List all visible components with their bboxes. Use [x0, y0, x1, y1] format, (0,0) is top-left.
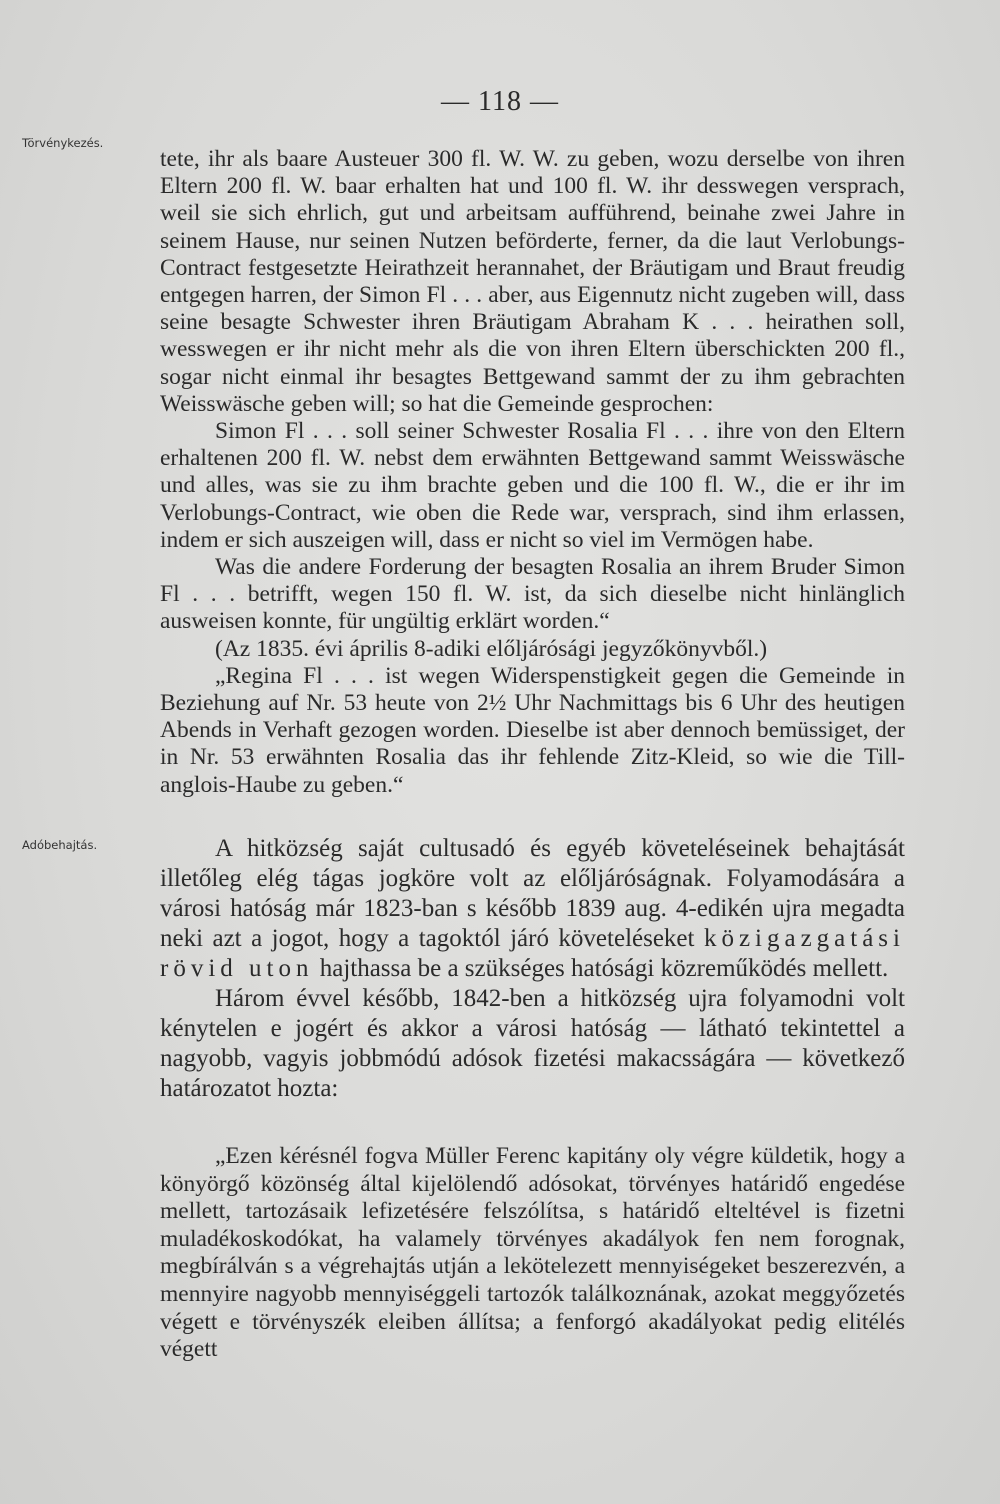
- text-block-german: [160, 146, 905, 799]
- page-number: — 118 —: [441, 86, 559, 117]
- paragraph-hitkozseg-start: A hitközség saját cultusadó és egyéb követeléseinek behajtását illetőleg elég tágas jogköre volt az előljáróságnak. Folyamodására a városi hatóság már 1823-ban s később 1839 aug. 4-edikén ujra megadta neki azt a jogot, hogy a tagoktól járó követeléseket: [160, 835, 905, 952]
- emphasized-phrase: közigazgatási rövid uton: [160, 925, 905, 982]
- paragraph-austeuer: tete, ihr als baare Austeuer 300 fl. W. W. zu geben, wozu derselbe von ihren Eltern 200 fl. W. baar erhalten hat und 100 fl. W. ihr desswegen versprach, weil sie sich ehrlich, gut und arbeitsam aufführend, beinahe zwei Jahre in seinem Hause, nur seinen Nutzen beförderte, ferner, da die laut Verlobungs-Contract festgesetzte Heirathzeit herannahet, der Bräutigam und Braut freudig entgegen harren, der Simon Fl . . . aber, aus Eigennutz nicht zugeben will, dass seine besagte Schwester ihren Bräutigam Abraham K . . . heirathen soll, wesswegen er ihr nicht mehr als die von ihren Eltern überschickten 200 fl., sogar nicht einmal ihr besagtes Bettgewand sammt der zu ihm gebrachten Weisswäsche geben will; so hat die Gemeinde gesprochen:: [160, 146, 905, 417]
- paragraph-forderung: Was die andere Forderung der besagten Rosalia an ihrem Bruder Simon Fl . . . betrifft, wegen 150 fl. W. ist, da sich dieselbe nicht hinlänglich ausweisen konnte, für ungültig erklärt worden.“: [160, 554, 905, 635]
- paragraph-regina: „Regina Fl . . . ist wegen Widerspenstigkeit gegen die Gemeinde in Beziehung auf Nr. 53 heute von 2½ Uhr Nachmittags bis 6 Uhr des heutigen Abends in Verhaft gezogen worden. Dieselbe ist aber dennoch bemüssiget, der in Nr. 53 erwähnten Rosalia das ihr fehlende Zitz-Kleid, so wie die Till-anglois-Haube zu geben.“: [160, 662, 905, 798]
- paragraph-source-1835: (Az 1835. évi április 8-adiki előljárósági jegyzőkönyvből.): [215, 635, 768, 662]
- paragraph-simon-decision: Simon Fl . . . soll seiner Schwester Rosalia Fl . . . ihre von den Eltern erhaltenen 200 fl. W. nebst dem erwähnten Bettgewand sammt Weisswäsche und alles, was sie zu ihm brachte geben und die 100 fl. W., die er ihr im Verlobungs-Contract, wie oben die Rede war, versprach, sind ihm erlassen, indem er sich auszeigen will, dass er nicht so viel im Vermögen habe.: [160, 418, 905, 553]
- margin-note-adobehajtas: Adóbehajtás.: [22, 838, 98, 852]
- text-block-quotation: [160, 1143, 905, 1364]
- text-block-adobehajtas: [160, 834, 905, 1104]
- margin-note-torvenykezes: Törvénykezés.: [22, 136, 104, 150]
- paragraph-harom-evvel: Három évvel később, 1842-ben a hitközség ujra folyamodni volt kénytelen e jogért és akkor a városi hatóság — látható tekintettel a nagyobb, vagyis jobbmódú adósok fizetési makacsságára — következő határozatot hozta:: [160, 985, 905, 1102]
- paragraph-hitkozseg: [160, 834, 905, 984]
- paragraph-hitkozseg-end: hajthassa be a szükséges hatósági közreműködés mellett.: [319, 955, 889, 982]
- paragraph-muller-ferenc: „Ezen kérésnél fogva Müller Ferenc kapitány oly végre küldetik, hogy a könyörgő közönség által kijelölendő adósokat, törvényes határidő engedése mellett, tartozásaik lefizetésére felszólítsa, s határidő elteltével is fizetni muladékoskodókat, ha valamely törvényes akadályok fen nem forognak, megbírálván s a végrehajtás utján a lekötelezett mennyiségeket beszerezvén, a mennyire nagyobb mennyiséggeli tartozók találkoznának, azokat meggyőzetés végett e törvényszék eleiben állítsa; a fenforgó akadályokat pedig elitélés végett: [160, 1143, 905, 1363]
